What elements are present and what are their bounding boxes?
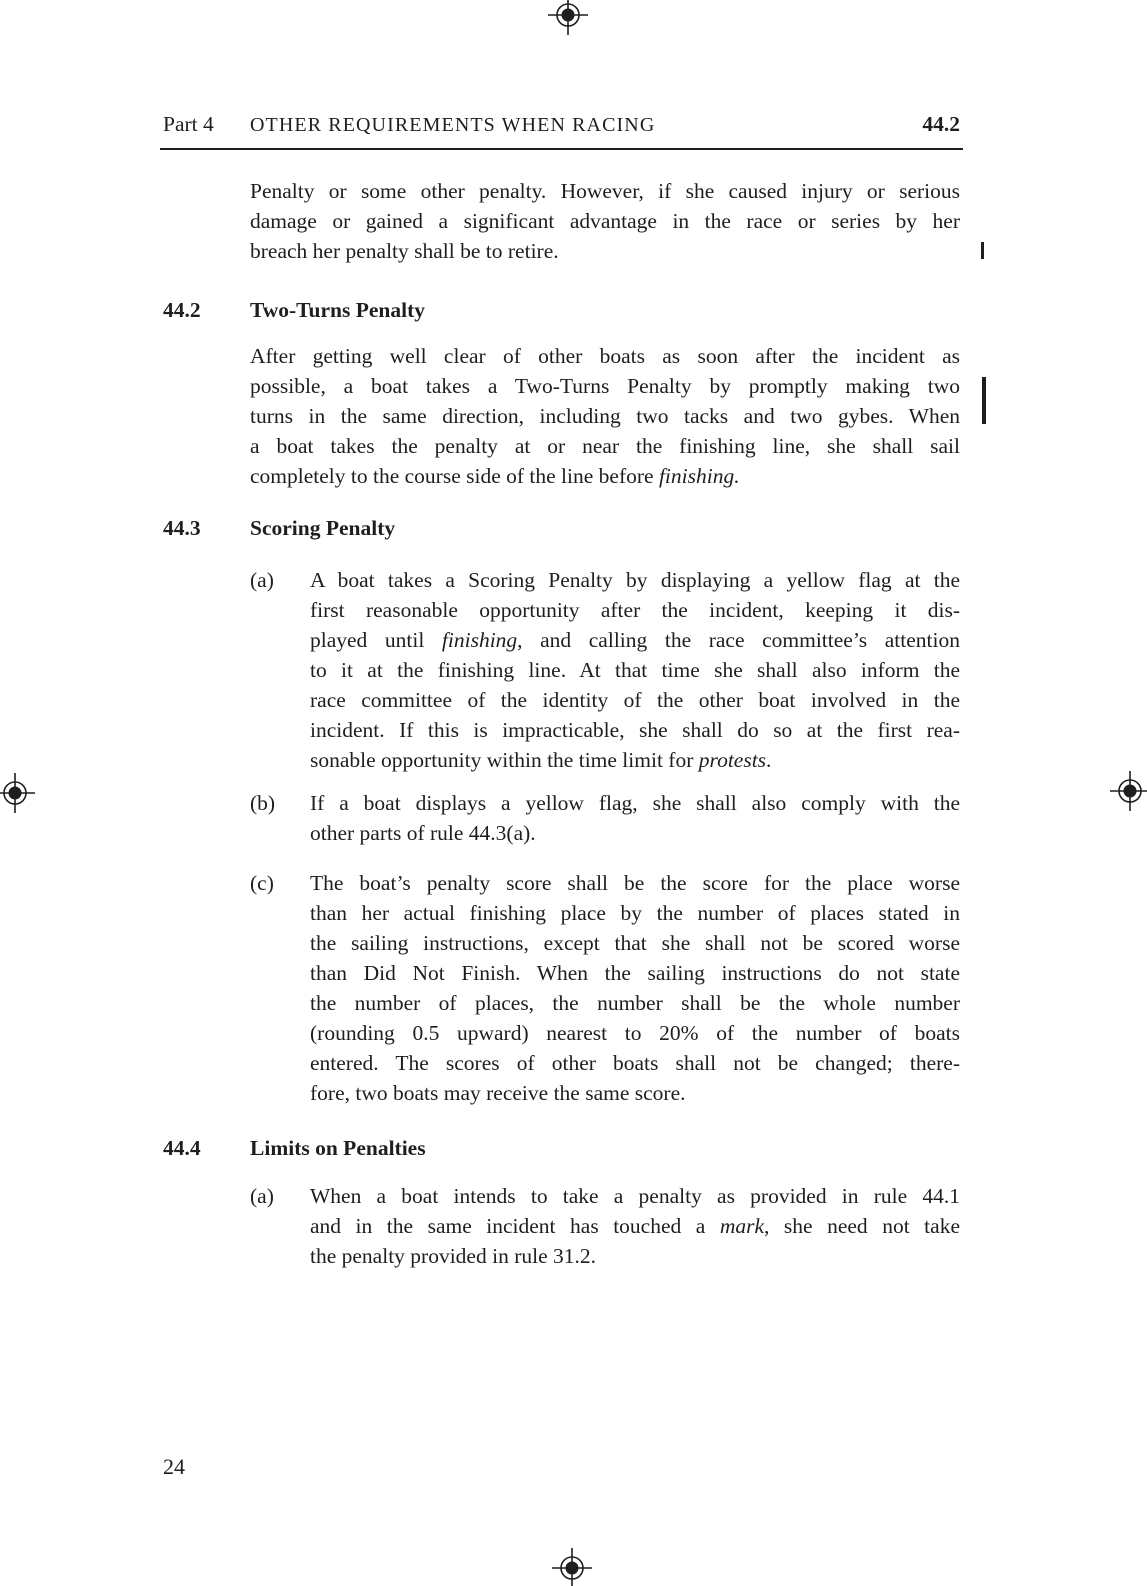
text-line — [250, 176, 960, 206]
header-title: OTHER REQUIREMENTS WHEN RACING — [250, 113, 656, 136]
text-line — [250, 341, 960, 371]
defined-term: finishing — [441, 628, 518, 652]
text-segment: turns in the same direction, including two tacks and two gybes. When — [250, 404, 960, 428]
text-segment: sonable opportunity within the time limit for — [310, 748, 699, 772]
change-bar — [982, 377, 986, 424]
text-line — [310, 868, 960, 898]
item-text — [310, 868, 960, 1108]
item-text — [310, 565, 960, 775]
text-line — [310, 958, 960, 988]
text-line — [310, 988, 960, 1018]
change-bar — [981, 242, 984, 259]
text-segment: to it at the finishing line. At that time she shall also inform the — [310, 658, 960, 682]
text-segment: race committee of the identity of the other boat involved in the — [310, 688, 960, 712]
text-segment: breach her penalty shall be to retire. — [250, 239, 559, 263]
text-segment: damage or gained a significant advantage in the race or series by her — [250, 209, 960, 233]
text-segment: than Did Not Finish. When the sailing instructions do not state — [310, 961, 960, 985]
text-line — [310, 715, 960, 745]
text-segment: The boat’s penalty score shall be the score for the place worse — [310, 871, 960, 895]
text-line — [250, 236, 960, 266]
text-line — [310, 788, 960, 818]
item-44-3-b — [250, 788, 960, 848]
text-line — [250, 371, 960, 401]
header-divider — [160, 148, 963, 150]
text-segment: After getting well clear of other boats as soon after the incident as — [250, 344, 960, 368]
text-line — [250, 206, 960, 236]
section-number: 44.3 — [163, 516, 201, 540]
text-segment: completely to the course side of the line before — [250, 464, 659, 488]
text-segment: other parts of rule 44.3(a). — [310, 821, 536, 845]
registration-mark-icon — [550, 1546, 594, 1586]
text-line — [250, 401, 960, 431]
text-line — [310, 685, 960, 715]
text-line — [310, 898, 960, 928]
registration-mark-icon — [1108, 769, 1147, 813]
text-line — [310, 625, 960, 655]
section-number: 44.2 — [163, 298, 201, 322]
text-segment: the number of places, the number shall be the whole number — [310, 991, 960, 1015]
defined-term: protests — [698, 748, 767, 772]
text-segment: , she need not take — [764, 1214, 960, 1238]
text-line — [250, 431, 960, 461]
section-title: Scoring Penalty — [250, 516, 396, 540]
page-number: 24 — [163, 1454, 185, 1479]
text-line — [310, 595, 960, 625]
text-line — [310, 928, 960, 958]
text-segment: A boat takes a Scoring Penalty by displaying a yellow flag at the — [310, 568, 960, 592]
page-header — [163, 112, 960, 142]
text-segment: . — [766, 748, 772, 772]
text-line — [250, 461, 960, 491]
text-segment: played until — [310, 628, 442, 652]
text-segment: If a boat displays a yellow flag, she shall also comply with the — [310, 791, 960, 815]
text-segment: incident. If this is impracticable, she shall do so at the first rea- — [310, 718, 960, 742]
text-line — [310, 1241, 960, 1271]
item-label: (a) — [250, 1184, 274, 1208]
text-line — [310, 1048, 960, 1078]
text-line — [310, 565, 960, 595]
section-number: 44.4 — [163, 1136, 201, 1160]
header-part-label: Part 4 — [163, 112, 214, 136]
item-label: (b) — [250, 791, 276, 815]
text-segment: and in the same incident has touched a — [310, 1214, 720, 1238]
text-segment: (rounding 0.5 upward) nearest to 20% of the number of boats — [310, 1021, 960, 1045]
registration-mark-icon — [546, 0, 590, 37]
item-44-3-a — [250, 565, 960, 775]
text-line — [310, 818, 960, 848]
defined-term: mark — [719, 1214, 765, 1238]
text-segment: a boat takes the penalty at or near the finishing line, she shall sail — [250, 434, 960, 458]
item-text — [310, 1181, 960, 1271]
registration-mark-icon — [0, 771, 37, 815]
text-segment: the penalty provided in rule 31.2. — [310, 1244, 596, 1268]
section-title: Two-Turns Penalty — [250, 298, 426, 322]
text-segment: , and calling the race committee’s attention — [517, 628, 960, 652]
text-segment: entered. The scores of other boats shall not be changed; there- — [310, 1051, 960, 1075]
item-label: (c) — [250, 871, 274, 895]
item-text — [310, 788, 960, 848]
item-44-4-a — [250, 1181, 960, 1271]
text-segment: fore, two boats may receive the same score. — [310, 1081, 686, 1105]
header-rule-ref: 44.2 — [922, 112, 960, 136]
text-line — [310, 1181, 960, 1211]
intro-paragraph — [250, 176, 960, 266]
item-label: (a) — [250, 568, 274, 592]
text-segment: first reasonable opportunity after the incident, keeping it dis- — [310, 598, 960, 622]
text-line — [310, 745, 960, 775]
defined-term: finishing. — [658, 464, 740, 488]
section-title: Limits on Penalties — [250, 1136, 426, 1160]
text-segment: possible, a boat takes a Two-Turns Penalty by promptly making two — [250, 374, 960, 398]
text-segment: the sailing instructions, except that she shall not be scored worse — [310, 931, 960, 955]
text-line — [310, 1018, 960, 1048]
text-line — [310, 1211, 960, 1241]
item-44-3-c — [250, 868, 960, 1108]
text-segment: Penalty or some other penalty. However, if she caused injury or serious — [250, 179, 960, 203]
text-line — [310, 1078, 960, 1108]
text-segment: than her actual finishing place by the number of places stated in — [310, 901, 960, 925]
section-44-2-body — [250, 341, 960, 491]
text-line — [310, 655, 960, 685]
text-segment: When a boat intends to take a penalty as provided in rule 44.1 — [310, 1184, 960, 1208]
